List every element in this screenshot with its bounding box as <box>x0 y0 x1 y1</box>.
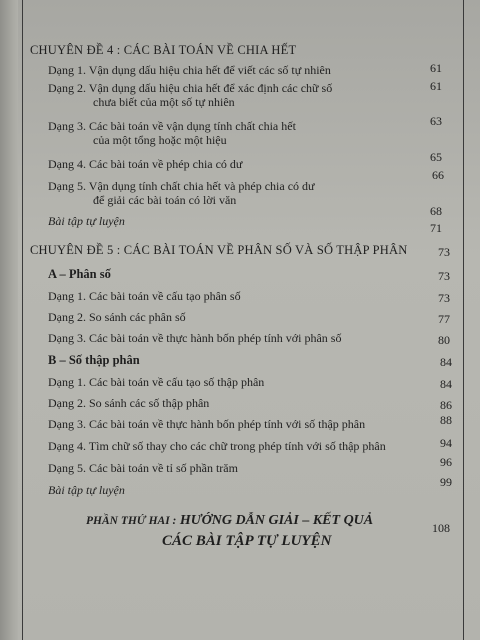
page-number: 94 <box>440 436 452 450</box>
section-a-title: A – Phân số <box>48 267 111 281</box>
page-number: 73 <box>438 269 450 283</box>
page-number: 66 <box>432 168 444 182</box>
page-number: 108 <box>432 521 450 535</box>
toc-entry-ch5a-type1: Dạng 1. Các bài toán về cấu tạo phân số <box>48 289 241 303</box>
toc-entry-ch4-type3: Dạng 3. Các bài toán về vận dụng tính chất chia hết <box>48 119 296 133</box>
part-2-prefix: PHẦN THỨ HAI : <box>86 515 177 527</box>
page-number: 61 <box>430 61 442 75</box>
toc-entry-ch4-type3-cont: của một tổng hoặc một hiệu <box>93 133 227 147</box>
page-number: 73 <box>438 245 450 259</box>
page-number: 71 <box>430 221 442 235</box>
toc-entry-ch5b-type2: Dạng 2. So sánh các số thập phân <box>48 396 210 410</box>
page-number: 86 <box>440 398 452 412</box>
page-edge-shadow <box>0 0 18 640</box>
toc-entry-ch5a-type3: Dạng 3. Các bài toán về thực hành bốn phép tính với phân số <box>48 331 342 345</box>
part-2-title-line2: CÁC BÀI TẬP TỰ LUYỆN <box>162 533 332 549</box>
page-number: 65 <box>430 150 442 164</box>
toc-entry-ch5-practice: Bài tập tự luyện <box>48 483 125 497</box>
toc-entry-ch5b-type1: Dạng 1. Các bài toán về cấu tạo số thập phân <box>48 375 265 389</box>
toc-entry-ch4-type2-cont: chưa biết của một số tự nhiên <box>93 95 235 109</box>
page-number: 84 <box>440 377 452 391</box>
page-number: 63 <box>430 114 442 128</box>
page-number: 88 <box>440 413 452 427</box>
toc-entry-ch4-type1: Dạng 1. Vận dụng dấu hiệu chia hết để viết các số tự nhiên <box>48 63 331 77</box>
page-number: 84 <box>440 355 452 369</box>
page-number: 80 <box>438 333 450 347</box>
chapter-4-title: CHUYÊN ĐỀ 4 : CÁC BÀI TOÁN VỀ CHIA HẾT <box>30 43 297 57</box>
toc-entry-ch4-practice: Bài tập tự luyện <box>48 214 125 228</box>
section-b-title: B – Số thập phân <box>48 353 140 367</box>
page-number: 73 <box>438 291 450 305</box>
toc-entry-ch4-type4: Dạng 4. Các bài toán về phép chia có dư <box>48 157 243 171</box>
chapter-5-title: CHUYÊN ĐỀ 5 : CÁC BÀI TOÁN VỀ PHÂN SỐ VÀ SỐ THẬP PHÂN <box>30 243 408 257</box>
part-2-heading <box>86 513 373 529</box>
page-number: 68 <box>430 204 442 218</box>
toc-entry-ch4-type5: Dạng 5. Vận dụng tính chất chia hết và phép chia có dư <box>48 179 315 193</box>
toc-entry-ch4-type5-cont: để giải các bài toán có lời văn <box>93 193 237 207</box>
toc-entry-ch5b-type3: Dạng 3. Các bài toán về thực hành bốn phép tính với số thập phân <box>48 417 366 431</box>
page-number: 61 <box>430 79 442 93</box>
toc-entry-ch5b-type4: Dạng 4. Tìm chữ số thay cho các chữ trong phép tính với số thập phân <box>48 439 386 453</box>
toc-entry-ch5b-type5: Dạng 5. Các bài toán về tỉ số phần trăm <box>48 461 238 475</box>
page-number: 96 <box>440 455 452 469</box>
toc-entry-ch4-type2: Dạng 2. Vận dụng dấu hiệu chia hết để xác định các chữ số <box>48 81 333 95</box>
page-number: 77 <box>438 312 450 326</box>
toc-entry-ch5a-type2: Dạng 2. So sánh các phân số <box>48 310 186 324</box>
page-number: 99 <box>440 475 452 489</box>
part-2-title-line1: HƯỚNG DẪN GIẢI – KẾT QUẢ <box>179 513 374 528</box>
